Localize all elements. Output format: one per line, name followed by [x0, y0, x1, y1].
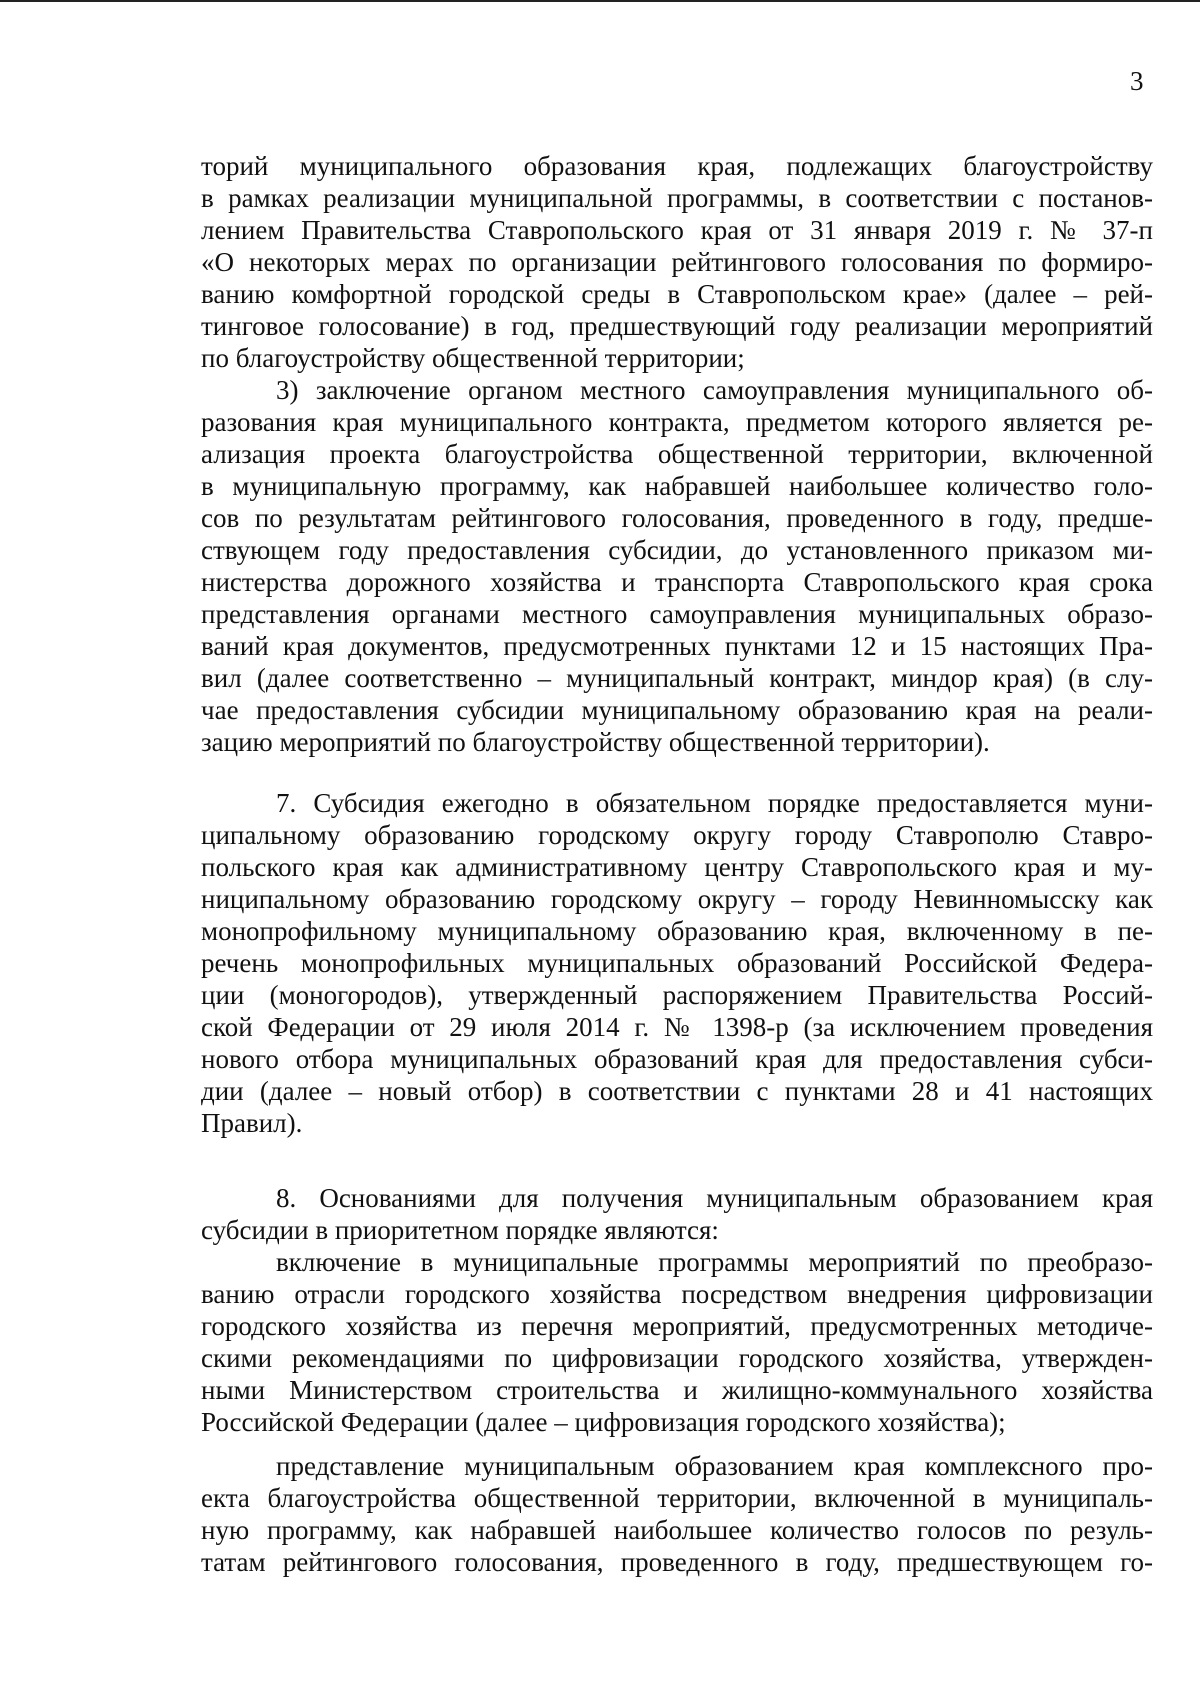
text-line: ванию отрасли городского хозяйства посредством внедрения цифровизации: [201, 1279, 1153, 1309]
text-line: ную программу, как набравшей наибольшее количество голосов по резуль-: [201, 1515, 1153, 1545]
text-line: Российской Федерации (далее – цифровизация городского хозяйства);: [201, 1407, 1006, 1437]
text-line: торий муниципального образования края, подлежащих благоустройству: [201, 151, 1153, 181]
text-line: монопрофильному муниципальному образованию края, включенному в пе-: [201, 916, 1153, 946]
text-line: в рамках реализации муниципальной программы, в соответствии с постанов-: [201, 183, 1153, 213]
text-line: татам рейтингового голосования, проведенного в году, предшествующем го-: [201, 1547, 1153, 1577]
text-line: 3) заключение органом местного самоуправления муниципального об-: [276, 375, 1153, 405]
text-line: нового отбора муниципальных образований края для предоставления субси-: [201, 1044, 1153, 1074]
text-line: по благоустройству общественной территории;: [201, 343, 745, 373]
text-line: лением Правительства Ставропольского края от 31 января 2019 г. № 37-п: [201, 215, 1153, 245]
text-line: зацию мероприятий по благоустройству общественной территории).: [201, 727, 990, 757]
text-line: нистерства дорожного хозяйства и транспорта Ставропольского края срока: [201, 567, 1153, 597]
text-line: екта благоустройства общественной территории, включенной в муниципаль-: [201, 1483, 1153, 1513]
text-line: ализация проекта благоустройства общественной территории, включенной: [201, 439, 1153, 469]
text-line: речень монопрофильных муниципальных образований Российской Федера-: [201, 948, 1153, 978]
text-line: дии (далее – новый отбор) в соответствии с пунктами 28 и 41 настоящих: [201, 1076, 1153, 1106]
text-line: скими рекомендациями по цифровизации городского хозяйства, утвержден-: [201, 1343, 1153, 1373]
paragraph-clause-8-basis-2: [201, 1450, 1153, 1578]
text-line: чае предоставления субсидии муниципальному образованию края на реали-: [201, 695, 1153, 725]
text-line: сов по результатам рейтингового голосования, проведенного в году, предше-: [201, 503, 1153, 533]
text-line: тинговое голосование) в год, предшествующий году реализации мероприятий: [201, 311, 1153, 341]
text-line: ципальному образованию городскому округу городу Ставрополю Ставро-: [201, 820, 1153, 850]
text-line: польского края как административному центру Ставропольского края и му-: [201, 852, 1153, 882]
paragraph-continuation: [201, 150, 1153, 374]
text-line: включение в муниципальные программы мероприятий по преобразо-: [276, 1247, 1153, 1277]
text-line: разования края муниципального контракта, предметом которого является ре-: [201, 407, 1153, 437]
top-border-line: [0, 0, 1200, 2]
text-line: вил (далее соответственно – муниципальный контракт, миндор края) (в слу-: [201, 663, 1153, 693]
text-line: ниципальному образованию городскому округу – городу Невинномысску как: [201, 884, 1153, 914]
text-line: ции (моногородов), утвержденный распоряжением Правительства Россий-: [201, 980, 1153, 1010]
text-line: Правил).: [201, 1108, 303, 1138]
text-line: 7. Субсидия ежегодно в обязательном порядке предоставляется муни-: [276, 788, 1153, 818]
text-line: ствующем году предоставления субсидии, до установленного приказом ми-: [201, 535, 1153, 565]
text-line: 8. Основаниями для получения муниципальным образованием края: [276, 1183, 1153, 1213]
text-line: ванию комфортной городской среды в Ставропольском крае» (далее – рей-: [201, 279, 1153, 309]
text-line: субсидии в приоритетном порядке являются:: [201, 1215, 719, 1245]
text-line: в муниципальную программу, как набравшей наибольшее количество голо-: [201, 471, 1153, 501]
text-line: ными Министерством строительства и жилищно-коммунального хозяйства: [201, 1375, 1153, 1405]
text-line: ской Федерации от 29 июля 2014 г. № 1398-р (за исключением проведения: [201, 1012, 1153, 1042]
text-line: представления органами местного самоуправления муниципальных образо-: [201, 599, 1153, 629]
text-line: городского хозяйства из перечня мероприятий, предусмотренных методиче-: [201, 1311, 1153, 1341]
text-line: «О некоторых мерах по организации рейтингового голосования по формиро-: [201, 247, 1153, 277]
paragraph-clause-8: [201, 1182, 1153, 1246]
page-number: 3: [1130, 66, 1144, 96]
paragraph-clause-7: [201, 787, 1153, 1139]
paragraph-clause-8-basis-1: [201, 1246, 1153, 1438]
text-line: ваний края документов, предусмотренных пунктами 12 и 15 настоящих Пра-: [201, 631, 1153, 661]
paragraph-item-3: [201, 374, 1153, 758]
text-line: представление муниципальным образованием края комплексного про-: [276, 1451, 1153, 1481]
